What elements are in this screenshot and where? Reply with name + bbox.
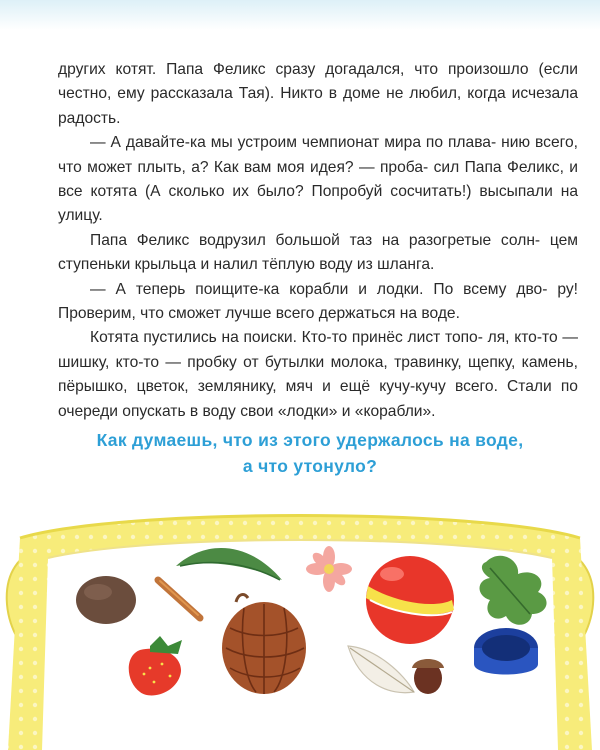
story-line: когда исчезала радость. — [58, 85, 579, 127]
story-line: — А давайте-ка мы устроим чемпионат мира по плава- — [90, 134, 497, 152]
story-line: цем ступеньки крыльца и налил тёплую воду из шланга. — [58, 231, 578, 274]
question-line-2: а что утонуло? — [242, 456, 378, 476]
story-paragraph — [58, 229, 578, 278]
story-line: и ещё кучу-кучу всего. Стали по очереди опускать в воду — [58, 378, 578, 420]
top-border-tint — [0, 0, 600, 30]
story-line: Котята пустились на поиски. Кто-то принёс лист топо- — [90, 329, 483, 347]
story-line: сил Папа Феликс, и все котята (А сколько их было? Попробуй — [58, 158, 579, 201]
story-line: травинку, щепку, камень, пёрышко, цветок, землянику, мяч — [58, 353, 578, 396]
story-line: ля, кто-то — шишку, кто-то — пробку от бутылки молока, — [58, 329, 578, 371]
bottle-cap-icon — [474, 628, 538, 675]
story-line: сосчитать!) высыпали на улицу. — [58, 183, 578, 225]
ball-icon — [366, 556, 454, 644]
story-line: свои «лодки» и «корабли». — [240, 402, 436, 420]
story-paragraph — [58, 131, 578, 229]
story-line: (если честно, ему рассказала Тая). Никто в доме не любил, — [58, 61, 578, 103]
story-line: — А теперь поищите-ка корабли и лодки. По всему дво- — [90, 280, 548, 298]
story-line: Папа Феликс водрузил большой таз на разогретые солн- — [90, 231, 541, 249]
stone-icon — [76, 576, 136, 624]
basin-illustration — [0, 488, 600, 750]
story-paragraph — [58, 326, 578, 424]
story-text — [58, 58, 578, 424]
story-paragraph — [58, 58, 578, 131]
question-line-1: Как думаешь, что из этого удержалось на воде, — [96, 430, 524, 450]
story-line: ру! Проверим, что сможет лучше всего держаться на воде. — [58, 280, 578, 323]
story-line: нию всего, что может плыть, а? Как вам моя идея? — проба- — [58, 134, 578, 176]
story-paragraph — [58, 278, 578, 327]
story-line: других котят. Папа Феликс сразу догадался, что произошло — [58, 61, 529, 78]
question-text — [40, 427, 580, 479]
